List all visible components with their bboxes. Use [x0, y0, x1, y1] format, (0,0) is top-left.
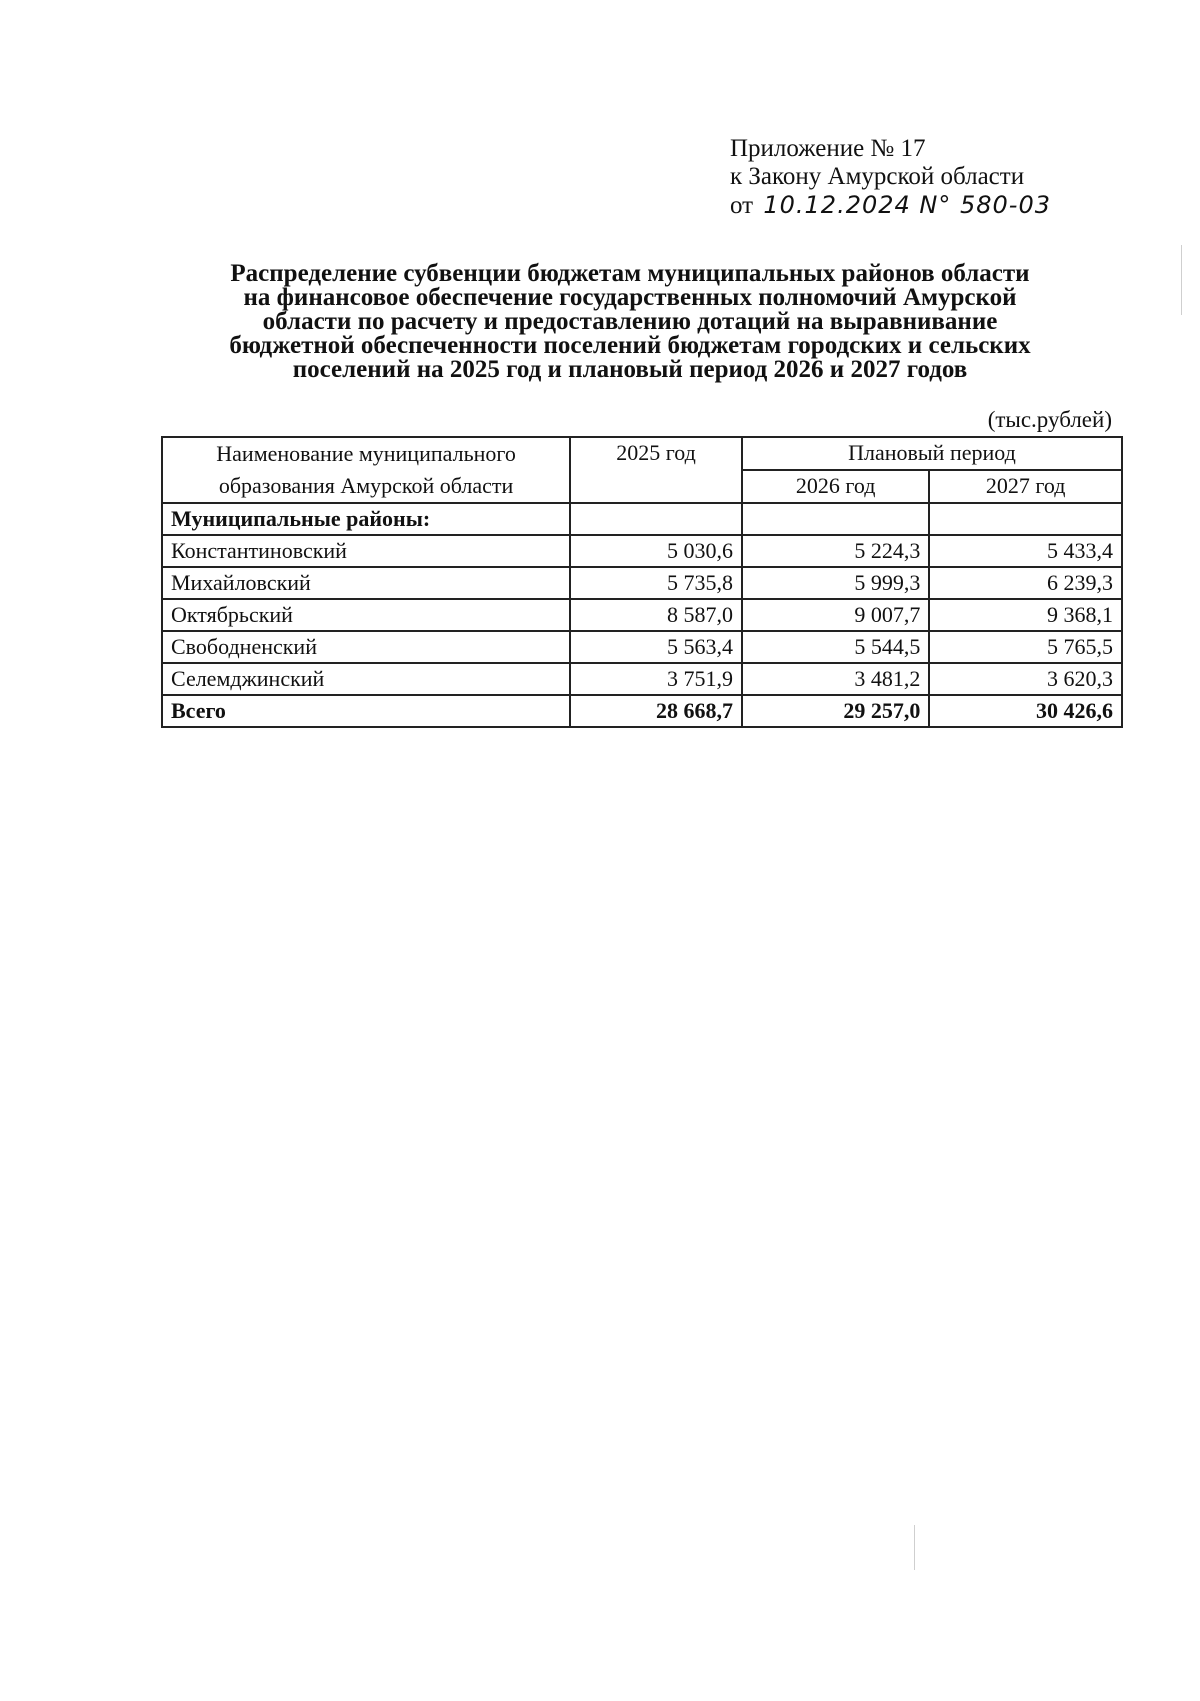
district-name: Михайловский: [162, 567, 570, 599]
value-2027: 3 620,3: [929, 663, 1122, 695]
value-2025: 5 030,6: [570, 535, 742, 567]
header-2026: 2026 год: [742, 470, 929, 503]
header-2025: 2025 год: [570, 437, 742, 503]
table-row: [162, 663, 1122, 695]
section-label: Муниципальные районы:: [162, 503, 570, 535]
value-2025: 3 751,9: [570, 663, 742, 695]
appendix-law-reference: к Закону Амурской области: [730, 163, 1025, 190]
district-name: Константиновский: [162, 535, 570, 567]
header-name-column: [162, 437, 570, 503]
value-2027: 5 433,4: [929, 535, 1122, 567]
table-row: [162, 535, 1122, 567]
total-2026: 29 257,0: [742, 695, 929, 727]
handwritten-date-number: 10.12.2024 N° 580-03: [763, 191, 1051, 219]
total-2027: 30 426,6: [929, 695, 1122, 727]
subvention-table: [161, 436, 1123, 728]
total-row: [162, 695, 1122, 727]
header-2027: 2027 год: [929, 470, 1122, 503]
total-label: Всего: [162, 695, 570, 727]
value-2025: 8 587,0: [570, 599, 742, 631]
table-row: [162, 599, 1122, 631]
appendix-date-line: [730, 191, 1051, 220]
total-2025: 28 668,7: [570, 695, 742, 727]
value-2026: 3 481,2: [742, 663, 929, 695]
value-2027: 6 239,3: [929, 567, 1122, 599]
value-2027: 9 368,1: [929, 599, 1122, 631]
document-title: [140, 262, 1120, 382]
header-name-line-2: образования Амурской области: [218, 473, 514, 498]
scan-margin-mark: [914, 1525, 915, 1570]
title-line-4: бюджетной обеспеченности поселений бюджетам городских и сельских: [229, 332, 1031, 359]
title-line-3: области по расчету и предоставлению дотаций на выравнивание: [262, 308, 998, 335]
header-name-line-1: Наименование муниципального: [216, 441, 516, 466]
value-2026: 5 224,3: [742, 535, 929, 567]
district-name: Селемджинский: [162, 663, 570, 695]
value-2027: 5 765,5: [929, 631, 1122, 663]
units-label: (тыс.рублей): [987, 407, 1112, 432]
value-2025: 5 563,4: [570, 631, 742, 663]
header-planned-period: Плановый период: [742, 437, 1122, 470]
value-2026: 9 007,7: [742, 599, 929, 631]
table-row: [162, 567, 1122, 599]
scan-margin-mark: [1181, 245, 1182, 315]
appendix-date-prefix: от: [730, 192, 754, 219]
title-line-1: Распределение субвенции бюджетам муниципальных районов области: [230, 260, 1030, 287]
value-2025: 5 735,8: [570, 567, 742, 599]
district-name: Октябрьский: [162, 599, 570, 631]
value-2026: 5 999,3: [742, 567, 929, 599]
district-name: Свободненский: [162, 631, 570, 663]
appendix-header: [730, 135, 1051, 220]
table-row: [162, 631, 1122, 663]
title-line-5: поселений на 2025 год и плановый период 2026 и 2027 годов: [292, 356, 968, 383]
value-2026: 5 544,5: [742, 631, 929, 663]
table-header-row-1: [162, 437, 1122, 470]
appendix-number: Приложение № 17: [730, 135, 926, 162]
title-line-2: на финансовое обеспечение государственных полномочий Амурской: [243, 284, 1017, 311]
section-row: [162, 503, 1122, 535]
